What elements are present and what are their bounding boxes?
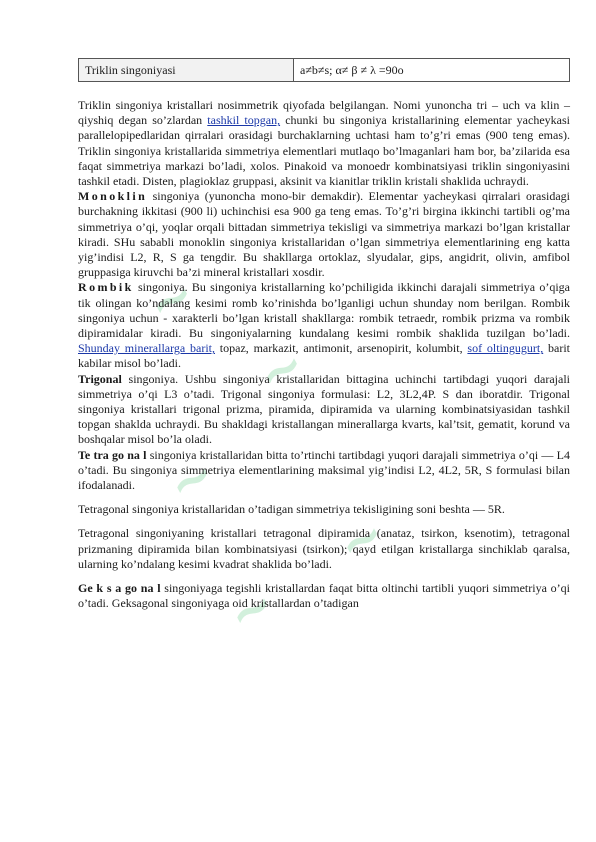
table-cell-formula: a≠b≠s; α≠ β ≠ λ =90o	[294, 59, 570, 82]
term-trigonal: Trigonal	[78, 371, 122, 386]
paragraph-tetragonal-planes: Tetragonal singoniya kristallaridan o’tadigan simmetriya tekisligining soni beshta — 5R.	[78, 502, 505, 517]
term-geksagonal: Ge k s a go na l	[78, 581, 161, 596]
link-minerallarga-barit[interactable]: Shunday minerallarga barit,	[78, 341, 215, 356]
paragraph-geksagonal: Ge k s a go na l singoniyaga tegishli kristallardan faqat bitta oltinchi tartibli yuqori simmetriya o’qi o’tadi. Geksagonal singoniyaga oid kristallardan o’tadigan	[78, 581, 570, 611]
paragraph-monoklin: Monoklin singoniya (yunoncha mono-bir demakdir). Elementar yacheykasi qirralari orasidagi burchakning ikkitasi (900 li) uchinchisi esa 900 ga teng emas. To’g’ri birgina ikkinchi tartibli og’ma simmetriya o’qi, yoqlar orqali bittadan simmetriya tekisligi va simmetriya markazi bo’lgan kristallar kiradi. SHu sababli monoklin singoniya kristallaridan o’lgan simmetriya elementlarining eng katta yig’indisi L2, R, S ga tengdir. Bu shakllarga ortoklaz, slyudalar, gips, angidrit, olivin, amfibol gruppasiga kiruvchi ba’zi mineral kristallari xosdir.	[78, 189, 570, 280]
watermark: ~ ~ ~ ~ ~	[138, 263, 396, 647]
table-row	[79, 59, 570, 82]
document-page	[78, 58, 570, 612]
paragraph-tetragonal: Te tra go na l singoniya kristallaridan bitta to’rtinchi tartibdagi yuqori darajali simmetriya o’qi — L4 o’tadi. Bu singoniya simmetriya elementlarining maksimal yig’indisi L2, 4L2, 5R, S formulasi bilan ifodalanadi.	[78, 447, 571, 493]
link-tashkil-topgan[interactable]: tashkil topgan,	[207, 113, 281, 128]
singoniya-table	[78, 58, 570, 82]
term-monoklin: Monoklin	[78, 189, 148, 204]
link-sof-oltingugurt[interactable]: sof oltingugurt,	[467, 341, 544, 356]
table-cell-name: Triklin singoniyasi	[79, 59, 294, 82]
paragraph-trigonal: Trigonal singoniya. Ushbu singoniya kristallaridan bittagina uchinchi tartibdagi yuqori darajali simmetriya o’qi L3 o’tadi. Trigonal singoniya formulasi: L2, 3L2,4P. S dan iboratdir. Trigonal singoniya kristallari trigonal prizma, piramida, dipiramida va ularning kombinatsiyasidan tashkil topgan shaklda uchraydi. Bu shakldagi kristallangan minerallarga kvarts, kal’tsit, gematit, korund va boshqalar misol bo’la oladi.	[78, 371, 570, 447]
paragraph-triklin: Triklin singoniya kristallari nosimmetrik qiyofada belgilangan. Nomi yunoncha tri – uch va klin – qiyshiq degan so’zlardan tashkil topgan, chunki bu singoniya kristallarining elementar yacheykasi parallelopipedlaridan qirralari orasidagi burchaklarning uchtasi ham to’g’ri emas (900 teng emas). Triklin singoniya kristallarida simmetriya elementlari mutlaqo bo’lmaganlari ham bor, ba’zilarida esa faqat simmetriya markazi bo’ladi, xolos. Pinakoid va monoedr kombinatsiyasi triklin singoniyasini tashkil etadi. Disten, plagioklaz gruppasi, aksinit va kianitlar triklin kristali shaklida uchraydi.	[78, 98, 570, 189]
paragraph-rombik: Rombik singoniya. Bu singoniya kristallarning ko’pchiligida ikkinchi darajali simmetriya o’qiga tik olingan ko’ndalang kesimi romb ko’rinishda bo’lganligi uchun shunday nom berilgan. Rombik singoniya uchun - xarakterli bo’lgan kristall shakllarga: rombik tetraedr, rombik prizma va rombik dipiramidalar kiradi. Bu singoniyalarning kundalang kesimi rombik shaklida tuzilgan bo’ladi. Shunday minerallarga barit, topaz, markazit, antimonit, arsenopirit, kolumbit, sof oltingugurt, barit kabilar misol bo’ladi.	[78, 280, 570, 371]
term-tetragonal: Te tra go na l	[78, 447, 147, 462]
paragraph-tetragonal-crystals: Tetragonal singoniyaning kristallari tetragonal dipiramida (anataz, tsirkon, ksenotim), tetragonal prizmaning dipiramida bilan kombinatsiyasi (tsirkon); qayd etilgan kristallarga sinchiklab qaralsa, ularning ko’ndalang kesimi kvadrat shaklida bo’ladi.	[78, 526, 570, 571]
term-rombik: Rombik	[78, 280, 134, 295]
